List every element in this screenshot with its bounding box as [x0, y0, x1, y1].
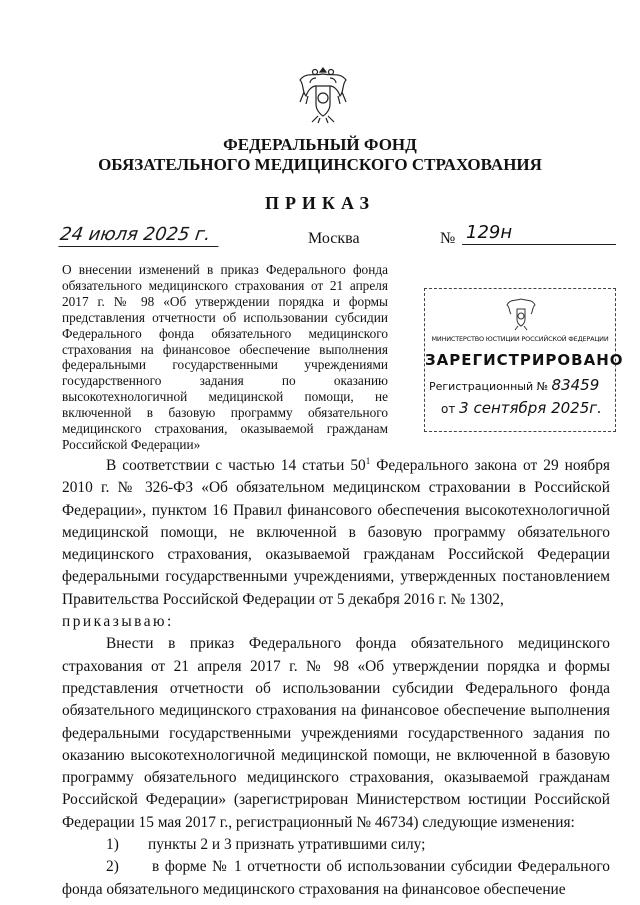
list-item: [62, 834, 610, 856]
handwritten-date: 24 июля 2025 г.: [58, 224, 221, 247]
list-item-number: 1): [106, 836, 119, 854]
registration-stamp: [424, 288, 624, 432]
order-word: приказываю:: [62, 613, 174, 631]
organization-name-line1: ФЕДЕРАЛЬНЫЙ ФОНД: [223, 135, 417, 154]
organization-name-line2: ОБЯЗАТЕЛЬНОГО МЕДИЦИНСКОГО СТРАХОВАНИЯ: [98, 155, 542, 174]
stamp-ministry-name: МИНИСТЕРСТВО ЮСТИЦИИ РОССИЙСКОЙ ФЕДЕРАЦИИ: [431, 335, 609, 343]
document-type-title: ПРИКАЗ: [264, 193, 376, 213]
main-paragraph: Внести в приказ Федерального фонда обязательного медицинского страхования от 21 апреля 2017 г. № 98 «Об утверждении порядка и формы представления отчетности об использовании субсидии Федерального фонда обязательного медицинского страхования на финансовое обеспечение выполнения федеральными государственными учреждениями государственного задания по оказанию высокотехнологичной медицинской помощи, не включенной в базовую программу обязательного медицинского страхования, оказываемой гражданам Российской Федерации» (зарегистрирован Министерством юстиции Российской Федерации 15 мая 2017 г., регистрационный № 46734) следующие изменения:: [62, 635, 610, 831]
stamp-eagle-emblem-icon: [505, 295, 537, 331]
handwritten-order-number: 129н: [462, 222, 616, 245]
list-item-text: пункты 2 и 3 признать утратившими силу;: [148, 836, 426, 854]
list-item: [62, 856, 610, 901]
order-subject: О внесении изменений в приказ Федерального фонда обязательного медицинского страхования от 21 апреля 2017 г. № 98 «Об утверждении порядка и формы представления отчетности об использовании субсидии Федерального фонда обязательного медицинского страхования на финансовое обеспечение выполнения федеральными государственными учреждениями государственного задания по оказанию высокотехнологичной медицинской помощи, не включенной в базовую программу обязательного медицинского страхования, оказываемой гражданам Российской Федерации»: [62, 262, 388, 452]
stamp-registration-label: Регистрационный №: [429, 380, 549, 393]
number-label: №: [440, 230, 456, 247]
document-body: [62, 455, 610, 901]
city: Москва: [308, 230, 360, 247]
stamp-date-value: 3 сентября 2025г.: [459, 399, 602, 417]
list-item-number: 2): [106, 858, 119, 876]
stamp-registered-label: ЗАРЕГИСТРИРОВАНО: [425, 351, 624, 369]
stamp-registration-number-row: [429, 376, 599, 394]
stamp-date-label: от: [441, 402, 456, 416]
preamble-text-start: В соответствии с частью 14 статьи 50: [106, 457, 366, 474]
article-superscript: 1: [365, 455, 371, 466]
preamble-text-end: Федерального закона от 29 ноября 2010 г. № 326-ФЗ «Об обязательном медицинском страховании в Российской Федерации», пунктом 16 Правил финансового обеспечения высокотехнологичной медицинской помощи, не включенной в базовую программу обязательного медицинского страхования, оказываемой гражданам Российской Федерации федеральными государственными учреждениями, утвержденных постановлением Правительства Российской Федерации от 5 декабря 2016 г. № 1302,: [62, 457, 610, 608]
list-item-text: в форме № 1 отчетности об использовании субсидии Федерального фонда обязательного медицинского страхования на финансовое обеспечение: [62, 858, 610, 898]
double-headed-eagle-emblem-icon: [296, 62, 350, 124]
stamp-date-row: [441, 399, 602, 417]
stamp-registration-number: 83459: [551, 376, 600, 394]
preamble-paragraph: [62, 455, 610, 611]
